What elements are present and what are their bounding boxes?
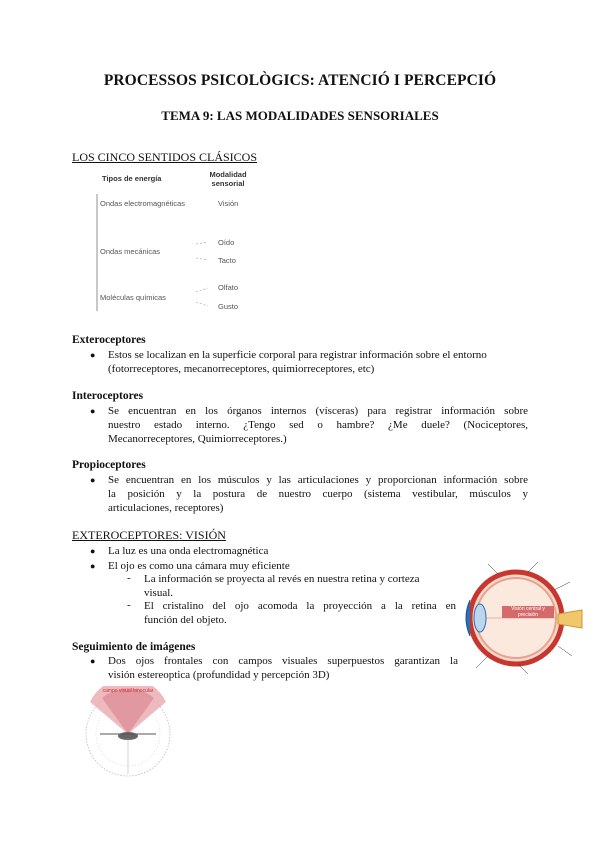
tracking-text (108, 654, 458, 682)
senses-heading: LOS CINCO SENTIDOS CLÁSICOS (72, 150, 258, 164)
bullet: ● (90, 546, 96, 556)
interoceptores-line-2: nuestro estado interno. ¿Tengo sed o hambre? ¿Me duele? (Nociceptores, (108, 419, 528, 431)
propioceptores-line-2: la posición y la postura de nuestro cuerpo (sistema vestibular, músculos y (108, 488, 528, 500)
bullet: ● (90, 350, 96, 360)
vision-sub-2-line-2: función del objeto. (144, 614, 227, 626)
energy-electromagnetic: Ondas electromagnéticas (100, 199, 186, 208)
energy-chemical: Moléculas químicas (100, 293, 166, 302)
propioceptores-line-1: Se encuentran en los músculos y las articulaciones y proporcionan información sobre (108, 474, 528, 486)
exteroceptores-line-1: Estos se localizan en la superficie corporal para registrar información sobre el entorno (108, 349, 487, 361)
propioceptores-line-3: articulaciones, receptores) (108, 502, 224, 514)
eye-label: Visión central y precisión (502, 606, 554, 618)
exteroceptores-line-2: (fotorreceptores, mecanorreceptores, quimiorreceptores, etc) (108, 363, 375, 375)
energy-mechanical: Ondas mecánicas (100, 247, 161, 256)
senses-diagram (96, 166, 276, 318)
vision-bullet-2: El ojo es como una cámara muy eficiente (108, 560, 290, 572)
propioceptores-text (108, 473, 528, 515)
interoceptores-line-1: Se encuentran en los órganos internos (vísceras) para registrar información sobre (108, 405, 528, 417)
vision-sub-1 (144, 572, 456, 600)
tracking-line-1: Dos ojos frontales con campos visuales superpuestos garantizan la (108, 655, 458, 667)
exteroceptores-text (108, 348, 528, 376)
bullet: ● (90, 656, 96, 666)
dash: - (127, 572, 131, 584)
interoceptores-text (108, 404, 528, 446)
vision-heading: EXTEROCEPTORES: VISIÓN (72, 528, 226, 542)
bullet: ● (90, 406, 96, 416)
tracking-heading: Seguimiento de imágenes (72, 641, 196, 653)
vision-bullet-1: La luz es una onda electromagnética (108, 545, 269, 557)
vision-sub-2 (144, 599, 456, 627)
document-subtitle: TEMA 9: LAS MODALIDADES SENSORIALES (161, 108, 439, 123)
bullet: ● (90, 561, 96, 571)
visual-field-figure (80, 686, 176, 778)
eye-anatomy-figure (458, 560, 586, 678)
modality-hearing: Oído (218, 238, 235, 247)
col-modality-header-1: Modalidad (209, 170, 247, 179)
eye-drawing (458, 560, 586, 678)
visual-field-drawing (80, 686, 176, 778)
vision-sub-1-line-2: visual. (144, 587, 174, 599)
propioceptores-heading: Propioceptores (72, 459, 146, 471)
interoceptores-line-3: Mecanorreceptores, Quimiorreceptores.) (108, 433, 287, 445)
modality-vision: Visión (218, 199, 239, 208)
vision-sub-2-line-1: El cristalino del ojo acomoda la proyección a la retina en (144, 600, 456, 612)
tracking-line-2: visión estereoptica (profundidad y percepción 3D) (108, 669, 330, 681)
dash: - (127, 599, 131, 611)
field-label: campo visual binocular (102, 688, 154, 694)
document-title: PROCESSOS PSICOLÒGICS: ATENCIÓ I PERCEPCIÓ (103, 72, 497, 89)
bullet: ● (90, 475, 96, 485)
modality-smell: Olfato (218, 283, 239, 292)
exteroceptores-heading: Exteroceptores (72, 334, 146, 346)
col-modality-header-2: sensorial (211, 179, 245, 188)
modality-taste: Gusto (218, 302, 239, 311)
interoceptores-heading: Interoceptores (72, 390, 144, 402)
modality-touch: Tacto (218, 256, 236, 265)
vision-sub-1-line-1: La información se proyecta al revés en nuestra retina y corteza (144, 573, 420, 585)
col-energy-header: Tipos de energía (102, 174, 162, 183)
